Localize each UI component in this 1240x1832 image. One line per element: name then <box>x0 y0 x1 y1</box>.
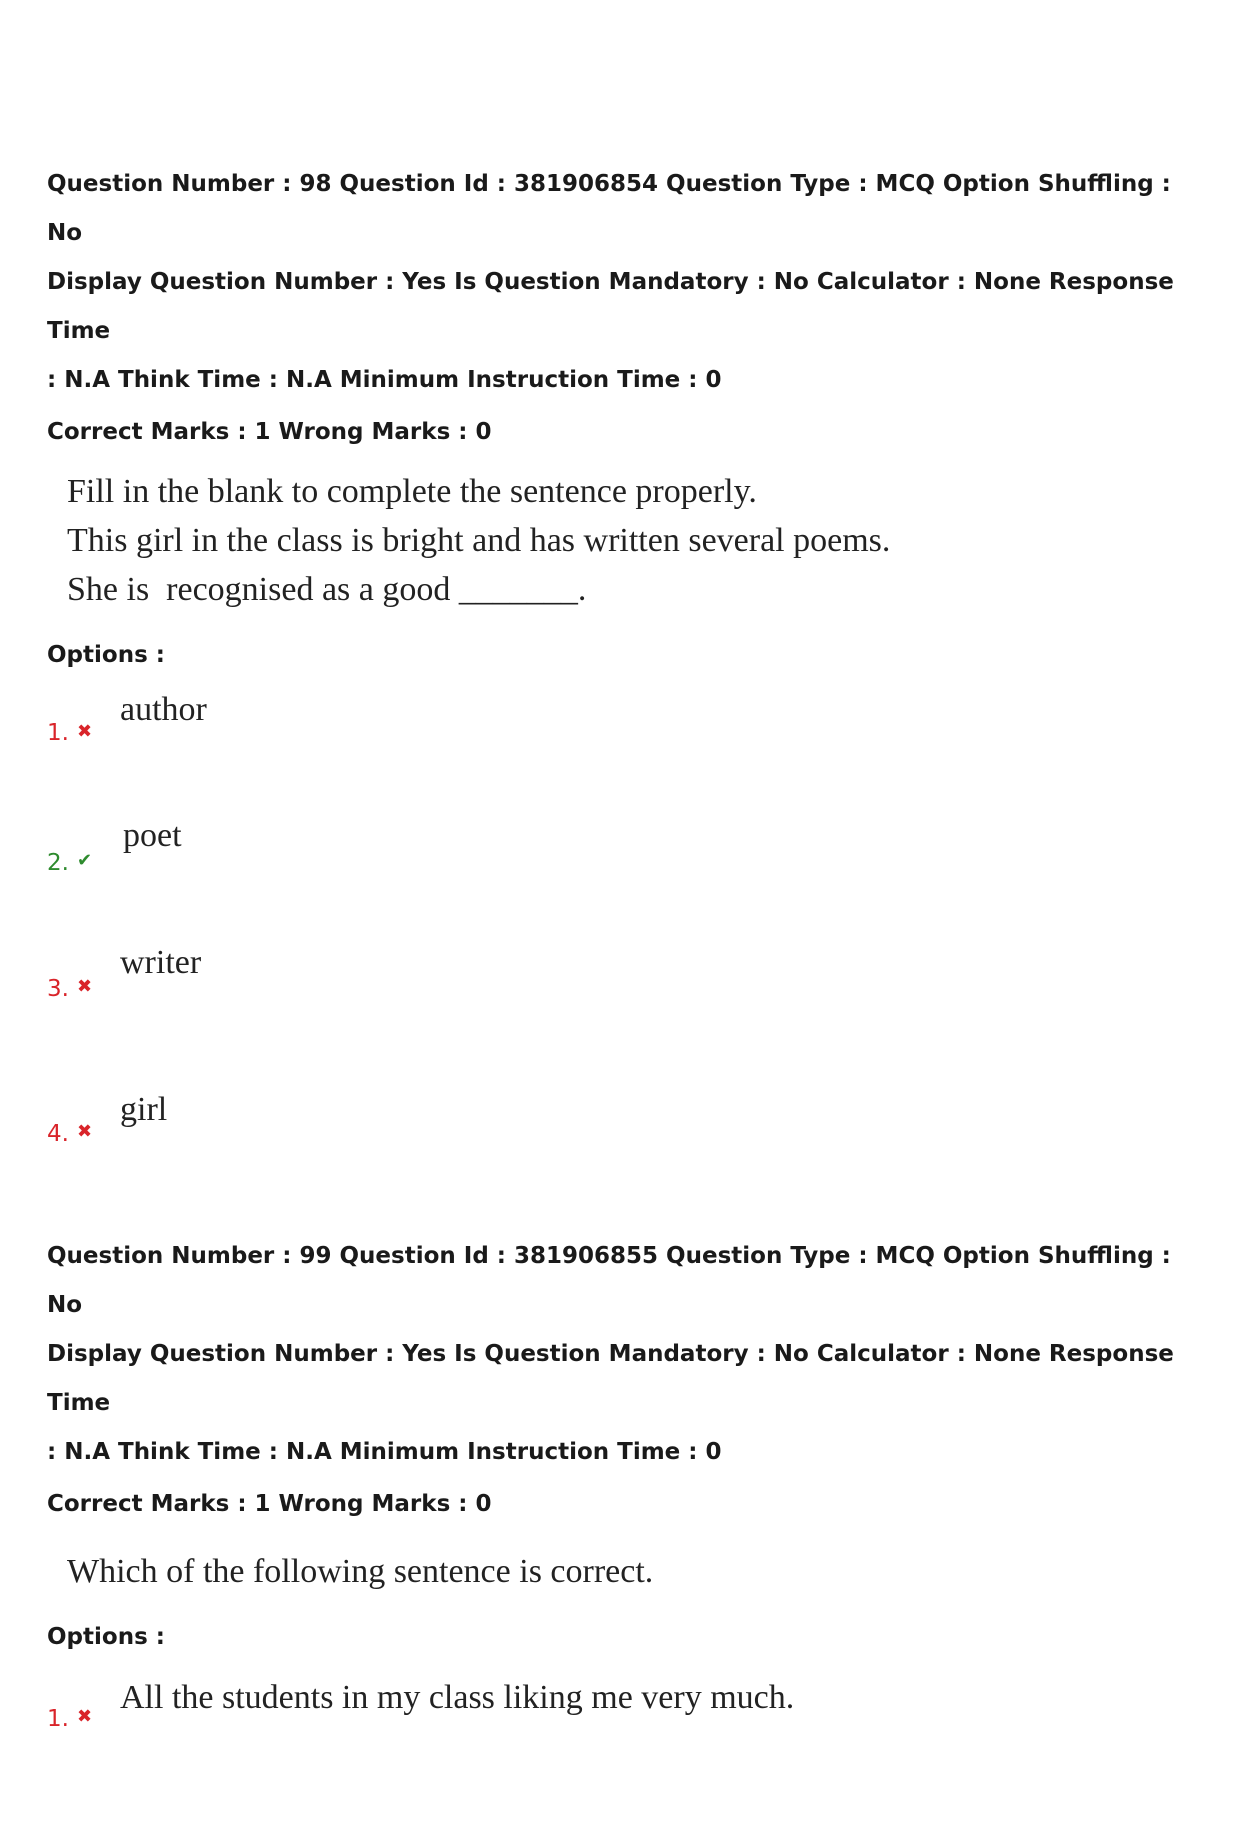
option-text: poet <box>123 817 182 854</box>
meta-line: Question Number : 98 Question Id : 381906854 Question Type : MCQ Option Shuffling : No <box>47 171 1171 246</box>
options-list <box>47 690 1197 1258</box>
cross-icon: ✖ <box>77 1121 93 1142</box>
check-icon: ✔ <box>77 850 93 871</box>
stem-line: Which of the following sentence is correct. <box>67 1553 654 1590</box>
option-number: 4. <box>47 1121 69 1147</box>
question-meta <box>47 160 1197 405</box>
option-number: 2. <box>47 850 69 876</box>
stem-line: This girl in the class is bright and has written several poems. <box>67 522 891 559</box>
question-stem <box>67 1547 1197 1596</box>
stem-line: Fill in the blank to complete the sentence properly. <box>67 473 757 510</box>
options-label: Options : <box>47 1624 165 1650</box>
option-text: All the students in my class liking me very much. <box>120 1679 795 1716</box>
cross-icon: ✖ <box>77 721 93 742</box>
option-text: girl <box>120 1091 168 1128</box>
option-text: writer <box>120 944 202 981</box>
question-meta <box>47 1232 1197 1477</box>
options-list <box>47 1679 1197 1832</box>
options-label: Options : <box>47 642 165 668</box>
option-2 <box>47 817 1197 974</box>
question-block-98 <box>47 160 1197 1258</box>
meta-line: Display Question Number : Yes Is Question Mandatory : No Calculator : None Response Time <box>47 269 1174 344</box>
cross-icon: ✖ <box>77 1706 93 1727</box>
meta-line: : N.A Think Time : N.A Minimum Instruction Time : 0 <box>47 367 722 393</box>
meta-line: Display Question Number : Yes Is Question Mandatory : No Calculator : None Response Time <box>47 1341 1174 1416</box>
question-block-99 <box>47 1232 1197 1832</box>
option-number: 1. <box>47 720 69 746</box>
option-text: author <box>120 691 207 728</box>
option-1 <box>47 690 1197 832</box>
cross-icon: ✖ <box>77 976 93 997</box>
meta-line: Question Number : 99 Question Id : 381906855 Question Type : MCQ Option Shuffling : No <box>47 1243 1171 1318</box>
option-number: 3. <box>47 976 69 1002</box>
question-stem <box>67 467 1197 614</box>
stem-line: She is recognised as a good _______. <box>67 571 587 608</box>
option-1 <box>47 1679 1197 1832</box>
marks-line: Correct Marks : 1 Wrong Marks : 0 <box>47 419 492 445</box>
marks-line: Correct Marks : 1 Wrong Marks : 0 <box>47 1491 492 1517</box>
option-number: 1. <box>47 1706 69 1732</box>
meta-line: : N.A Think Time : N.A Minimum Instruction Time : 0 <box>47 1439 722 1465</box>
option-3 <box>47 944 1197 1116</box>
